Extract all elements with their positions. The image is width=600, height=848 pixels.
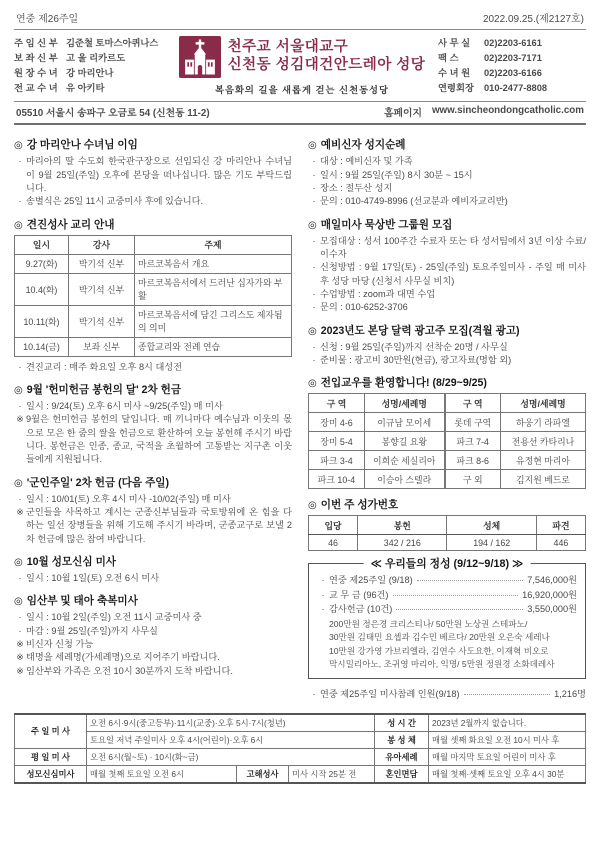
bullet-item: ※ 9월은 헌미헌금 봉헌의 달입니다. 매 끼니마다 예수님과 이웃의 몫으로 모은 한 줌의 쌀을 헌금으로 환산하여 오늘 봉헌해 주시기 바랍니다. 봉헌금은 인종, 종교, 국적을 초월하여 고통받는 지구촌 이웃들에게 지원됩니다.	[16, 414, 292, 465]
schedule-value: 2023년 2월까지 없습니다.	[429, 714, 586, 732]
contact-line: 수 녀 원 02)2203-6166	[438, 68, 542, 79]
catechesis-table	[14, 235, 292, 357]
tagline: 복음화의 길을 새롭게 걷는 신천동성당	[214, 85, 390, 96]
bullet-item: ※ 태명을 세례명(가세례명)으로 지어주기 바랍니다.	[16, 652, 220, 663]
section-nun-farewell	[14, 137, 292, 208]
schedule-table	[14, 713, 586, 784]
schedule-label: 고해성사	[237, 765, 289, 783]
schedule-value: 매월 마지막 토요일 어린이 미사 후	[429, 748, 586, 765]
bullet-item: · 준비물 : 광고비 30만원(현금), 광고자료(명함 외)	[312, 354, 512, 365]
bullet-item: · 신청 : 9월 25일(주일)까지 선착순 20명 / 사무실	[312, 341, 508, 352]
schedule-label: 주 일 미 사	[15, 714, 87, 749]
table-row: 장미 5-4 봉향길 요왕 파크 7-4 전용선 카타리나	[309, 432, 586, 451]
schedule-value: 매월 첫째 토요일 오전 6시	[87, 765, 237, 783]
issue-number: 2022.09.25.(제2127호)	[482, 14, 584, 25]
section-rice-offering	[14, 382, 292, 467]
bullet-item: ※ 비신자 신청 가능	[16, 639, 94, 650]
bullet-item: · 마리아의 딸 수도회 한국관구장으로 선임되신 강 마리안나 수녀님이 9월 25일(주일) 오후에 본당을 떠나십니다. 많은 기도 부탁드립니다.	[18, 156, 292, 193]
section-newcomers	[308, 375, 586, 489]
table-row: 장미 4-6 이규남 모이세 롯데 구역 하웅기 라파엘	[309, 413, 586, 432]
schedule-label: 혼인면담	[375, 765, 429, 783]
offerings-line: · 감사헌금 (10건) 3,550,000원	[321, 603, 577, 614]
staff-line: 주 임 신 부 김준철 토마스아퀴나스	[14, 38, 159, 48]
table-row	[15, 748, 586, 765]
section-calendar-ads	[308, 323, 586, 368]
section-military-sunday	[14, 475, 292, 546]
staff-line: 전 교 수 녀 유 아키타	[14, 83, 105, 94]
schedule-label: 평 일 미 사	[15, 748, 87, 765]
section-title: ◎ 9월 '헌미헌금 봉헌의 달' 2차 헌금	[14, 383, 182, 396]
schedule-label: 성 시 간	[375, 714, 429, 732]
contact-list	[438, 36, 586, 96]
section-title: ◎ 10월 성모신심 미사	[14, 556, 117, 568]
contact-line: 사 무 실 02)2203-6161	[438, 38, 542, 48]
offerings-line: · 연중 제25주일 (9/18) 7,546,000원	[321, 575, 577, 586]
bullet-item: · 문의 : 010-4749-8996 (선교분과 예비자교리반)	[312, 196, 508, 207]
section-title: ◎ 예비신자 성지순례	[308, 139, 406, 152]
bullet-item: · 견진교리 : 매주 화요일 오후 8시 대성전	[18, 361, 183, 372]
bullet-item: · 송별식은 25일 11시 교중미사 후에 있습니다.	[18, 196, 204, 207]
bullet-item: ※ 군인들을 사목하고 계시는 군종신부님들과 국토방위에 온 힘을 다하는 일선 장병들을 위해 기도해 주시기 바라며, 군종교구로 보낼 2차 헌금에 많은 참여 바랍니다.	[16, 506, 292, 544]
table-row	[15, 765, 586, 783]
schedule-label: 유아세례	[375, 748, 429, 765]
masthead	[14, 30, 586, 102]
schedule-value: 매월 첫째·셋째 토요일 오후 4시 30분	[429, 765, 586, 783]
table-row	[15, 714, 586, 732]
homepage-label: 홈페이지	[384, 108, 422, 120]
homepage-url: www.sincheondongcatholic.com	[431, 105, 584, 117]
table-row: 46 342 / 216 194 / 162 446	[309, 535, 586, 551]
table-row: 10.14(금) 보좌 신부 종합교리와 전례 연습	[15, 337, 292, 356]
schedule-value: 오전 6시·9시(중고등부)·11시(교중)·오후 5시·7시(청년)	[87, 714, 375, 732]
bullet-item: · 일시 : 9월 25일(주일) 8시 30분 ~ 15시	[312, 169, 473, 180]
bullet-item: · 문의 : 010-6252-3706	[312, 302, 408, 313]
table-header-row: 일시 강사 주제	[15, 235, 292, 254]
bullet-item: · 일시 : 10월 1일(토) 오전 6시 미사	[18, 573, 160, 583]
table-row	[15, 731, 586, 748]
section-title: ◎ 이번 주 성가번호	[308, 499, 399, 512]
bullet-item: · 신청방법 : 9월 17일(토) - 25일(주일) 토요주일미사 - 주일 매 미사 후 성당 마당 (신청서 사무실 비치)	[312, 262, 586, 286]
diocese-line: 천주교 서울대교구	[227, 39, 349, 56]
bullet-item: · 일시 : 10월 2일(주일) 오전 11시 교중미사 중	[18, 612, 202, 623]
offerings-box-title: ≪ 우리들의 정성 (9/12~9/18) ≫	[364, 556, 531, 571]
offerings-box	[308, 558, 586, 679]
bullet-item: · 장소 : 절두산 성지	[312, 182, 393, 193]
staff-list	[14, 36, 166, 96]
newcomers-table	[308, 393, 586, 489]
contact-line: 팩 스 02)2203-7171	[438, 53, 542, 64]
schedule-label: 봉 성 체	[375, 731, 429, 748]
attendance-line: · 연중 제25주일 미사참례 인원(9/18) 1,216명	[312, 689, 586, 700]
staff-line: 보 좌 신 부 고 울 리카르도	[14, 53, 126, 64]
bullet-item: · 마감 : 9월 25일(주일)까지 사무실	[18, 625, 158, 636]
dotted-leader	[393, 595, 519, 596]
section-hymn-numbers	[308, 497, 586, 551]
left-column	[14, 132, 292, 707]
schedule-label: 성모신심미사	[15, 765, 87, 783]
bullet-item: · 일시 : 9/24(토) 오후 6시 미사 ~9/25(주일) 매 미사	[18, 400, 223, 411]
bullet-item: ※ 임산부와 가족은 오전 10시 30분까지 도착 바랍니다.	[16, 665, 233, 676]
bullet-item: · 수업방법 : zoom과 대면 수업	[312, 288, 436, 299]
staff-line: 원 장 수 녀 강 마리안나	[14, 68, 114, 79]
section-pilgrimage	[308, 137, 586, 208]
offerings-detail: 200만원 정은경 크리스티나/ 50만원 노상권 스테파노/ 30만원 김태민 요셉과 김수민 베르다/ 20만원 오은숙 세레나 10만원 강가영 가브리엘라, 김연수 사도요한, 이재혁 비오로 막시밀리아노, 조귀영 마리아, 익명/ 5만원 정원경 소화데레사	[329, 619, 555, 669]
table-header-row: 입당 봉헌 성체 파견	[309, 516, 586, 535]
table-row: 10.11(화) 박기석 신부 마르코복음서에 담긴 그리스도 제자됨의 의미	[15, 305, 292, 337]
masthead-toprow	[14, 8, 586, 30]
hymn-table	[308, 515, 586, 551]
table-row: 파크 10-4 이승아 스텔라 구 외 김지원 베드로	[309, 470, 586, 489]
masthead-center	[166, 36, 438, 96]
section-title: ◎ 강 마리안나 수녀님 이임	[14, 139, 138, 152]
bullet-item: · 모집대상 : 성서 100주간 수료자 또는 타 성서팀에서 3년 이상 수료/이수자	[312, 235, 586, 259]
schedule-value: 오전 6시(월~토) · 10시(화~금)	[87, 748, 375, 765]
church-title	[228, 39, 426, 74]
section-blessing-mass	[14, 593, 292, 678]
schedule-value: 토요일 저녁 주일미사 오후 4시(어린이)·오후 6시	[87, 731, 375, 748]
section-confirmation-catechesis	[14, 217, 292, 374]
address: 05510 서울시 송파구 오금로 54 (신천동 11-2)	[16, 108, 210, 120]
church-icon	[179, 36, 221, 78]
section-title: ◎ 2023년도 본당 달력 광고주 모집(격월 광고)	[308, 324, 520, 337]
dotted-leader	[396, 609, 523, 610]
dotted-leader	[417, 580, 524, 581]
section-meditation-group	[308, 217, 586, 315]
dotted-leader	[464, 694, 551, 695]
table-row: 파크 3-4 이희순 세실리아 파크 8-6 유정현 마리아	[309, 451, 586, 470]
section-title: ◎ 견진성사 교리 안내	[14, 218, 115, 231]
section-title: ◎ '군인주일' 2차 헌금 (다음 주일)	[14, 476, 170, 489]
right-column	[308, 132, 586, 707]
week-label: 연중 제26주일	[16, 14, 79, 25]
table-row: 10.4(화) 박기석 신부 마르코복음서에서 드러난 십자가와 부활	[15, 273, 292, 305]
schedule-value: 매월 셋째 화요일 오전 10시 미사 후	[429, 731, 586, 748]
church-name-line: 신천동 성김대건안드레아 성당	[227, 57, 426, 74]
section-title: ◎ 임산부 및 태아 축복미사	[14, 595, 138, 608]
table-header-row: 구 역 성명/세례명 구 역 성명/세례명	[309, 394, 586, 413]
offerings-line: · 교 무 금 (96건) 16,920,000원	[321, 589, 577, 600]
section-title: ◎ 매일미사 묵상반 그룹원 모집	[308, 218, 453, 231]
section-title: ◎ 전입교우를 환영합니다! (8/29~9/25)	[308, 377, 487, 390]
bullet-item: · 대상 : 예비신자 및 가족	[312, 156, 413, 167]
table-row: 9.27(화) 박기석 신부 마르코복음서 개요	[15, 254, 292, 273]
bullet-item: · 일시 : 10/01(토) 오후 4시 미사 -10/02(주일) 매 미사	[18, 493, 231, 504]
address-row	[14, 102, 586, 125]
schedule-value: 미사 시작 25분 전	[289, 765, 375, 783]
body-columns	[14, 125, 586, 707]
section-marian-mass	[14, 554, 292, 585]
contact-line: 연령회장 010-2477-8808	[438, 83, 548, 94]
